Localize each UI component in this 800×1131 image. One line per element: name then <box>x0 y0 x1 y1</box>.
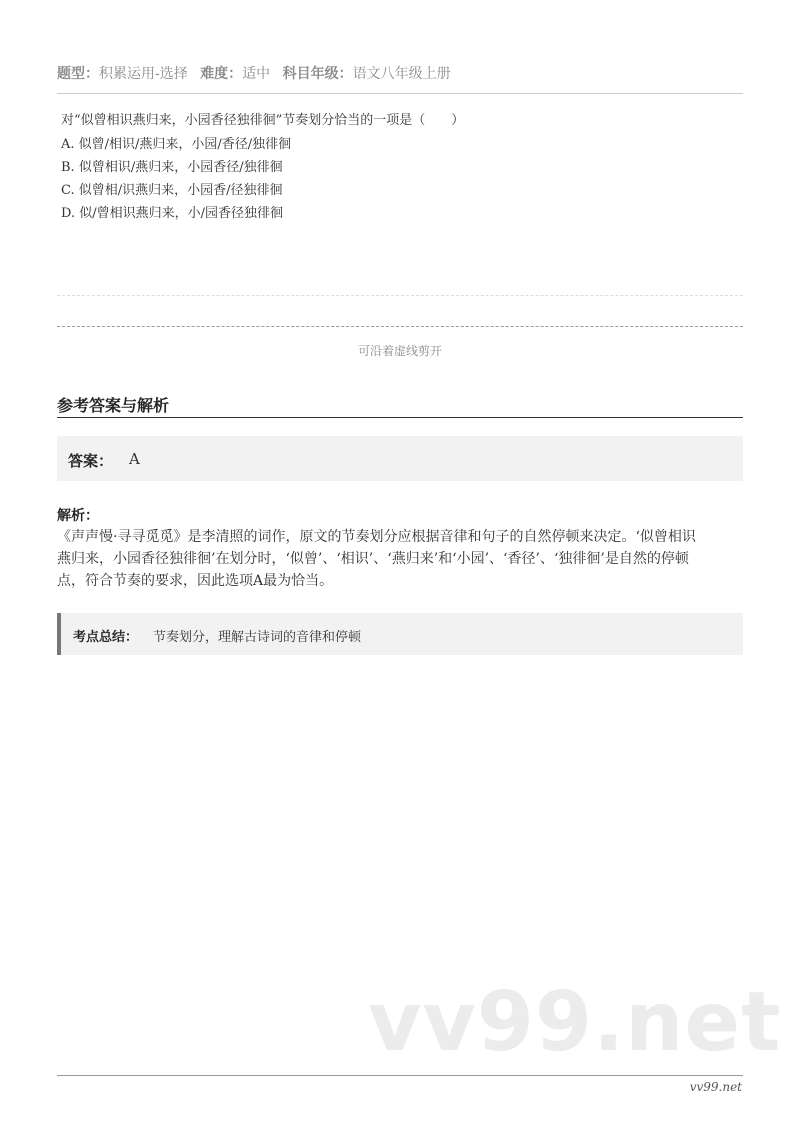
summary-label: 考点总结： <box>73 630 139 645</box>
option-a: A. 似曾/相识/燕归来，小园/香径/独徘徊 <box>61 137 292 152</box>
summary-box <box>57 613 743 655</box>
cut-hint: 可沿着虚线剪开 <box>357 344 442 358</box>
cut-dashed-line <box>57 326 743 327</box>
question-stem: 对“似曾相识燕归来，小园香径独徘徊”节奏划分恰当的一项是（ ） <box>61 113 465 128</box>
option-c: C. 似曾相/识燕归来，小园香/径独徘徊 <box>61 183 283 198</box>
answer-value: A <box>129 450 140 468</box>
difficulty-label: 难度： <box>200 66 243 82</box>
option-b: B. 似曾相识/燕归来，小园香径/独徘徊 <box>61 160 283 175</box>
header-divider <box>57 93 743 94</box>
answer-label: 答案： <box>68 452 114 470</box>
option-d: D. 似/曾相识燕归来，小/园香径独徘徊 <box>61 206 283 221</box>
section-title: 参考答案与解析 <box>57 396 170 415</box>
section-divider <box>57 417 743 418</box>
type-value: 积累运用-选择 <box>99 66 188 82</box>
difficulty-value: 适中 <box>242 66 271 82</box>
analysis-label: 解析： <box>57 508 99 524</box>
question-meta <box>57 63 743 83</box>
summary-value: 节奏划分，理解古诗词的音律和停顿 <box>153 630 362 645</box>
type-label: 题型： <box>57 66 99 82</box>
footer-divider <box>57 1075 743 1076</box>
answer-box <box>57 436 743 481</box>
grade-label: 科目年级： <box>282 66 353 82</box>
faint-dashed-line <box>57 295 743 296</box>
question-block <box>61 110 741 225</box>
grade-value: 语文八年级上册 <box>352 66 451 82</box>
watermark: vv99.net <box>368 975 782 1070</box>
analysis-text: 《声声慢·寻寻觅觅》是李清照的词作，原文的节奏划分应根据音律和句子的自然停顿来决定。‘似曾相识燕归来，小园香径独徘徊’在划分时，‘似曾’、‘相识’、‘燕归来’和‘小园’、‘香径’、‘独徘徊’是自然的停顿点，符合节奏的要求，因此选项A最为恰当。 <box>57 529 696 589</box>
footer-site: vv99.net <box>689 1080 742 1094</box>
